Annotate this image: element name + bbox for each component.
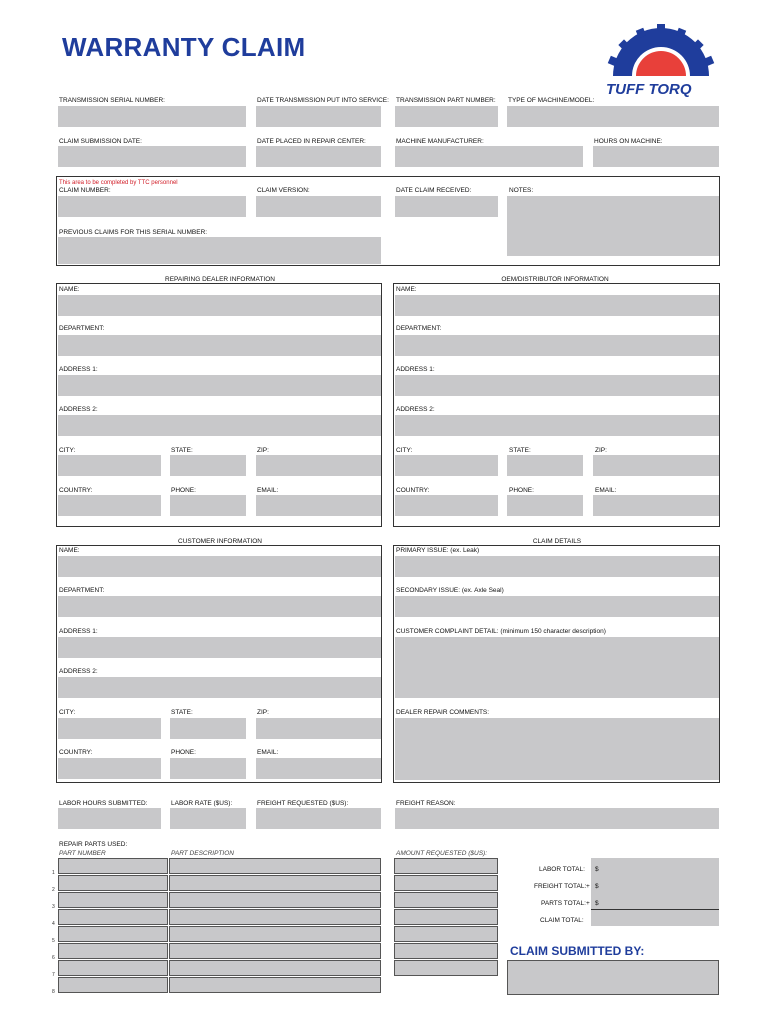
claim-number-label: CLAIM NUMBER:: [59, 187, 111, 194]
labor-total-label: LABOR TOTAL:: [539, 866, 585, 873]
date-received-label: DATE CLAIM RECEIVED:: [396, 187, 472, 194]
customer-heading: CUSTOMER INFORMATION: [178, 538, 262, 545]
row-number: 2: [52, 887, 55, 893]
row-number: 5: [52, 938, 55, 944]
notes-label: NOTES:: [509, 187, 534, 194]
oem-address2-field[interactable]: [395, 415, 719, 436]
customer-city-label: CITY:: [59, 709, 76, 716]
dealer-country-label: COUNTRY:: [59, 487, 93, 494]
date-in-service-field[interactable]: [256, 106, 381, 127]
primary-issue-field[interactable]: [395, 556, 719, 577]
dealer-state-label: STATE:: [171, 447, 193, 454]
tuff-torq-logo: [602, 24, 720, 98]
labor-rate-field[interactable]: [170, 808, 246, 829]
part-description-cell[interactable]: [169, 892, 381, 908]
customer-department-label: DEPARTMENT:: [59, 587, 105, 594]
hours-field[interactable]: [593, 146, 719, 167]
row-number: 8: [52, 989, 55, 995]
part-description-cell[interactable]: [169, 960, 381, 976]
oem-department-label: DEPARTMENT:: [396, 325, 442, 332]
customer-department-field[interactable]: [58, 596, 381, 617]
amount-cell[interactable]: [394, 892, 498, 908]
oem-address1-field[interactable]: [395, 375, 719, 396]
oem-zip-label: ZIP:: [595, 447, 607, 454]
part-number-column-header: PART NUMBER: [59, 850, 106, 857]
submission-date-label: CLAIM SUBMISSION DATE:: [59, 138, 142, 145]
complaint-label: CUSTOMER COMPLAINT DETAIL: (minimum 150 character description): [396, 628, 606, 635]
amount-cell[interactable]: [394, 858, 498, 874]
repair-center-date-label: DATE PLACED IN REPAIR CENTER:: [257, 138, 366, 145]
labor-hours-label: LABOR HOURS SUBMITTED:: [59, 800, 148, 807]
previous-claims-label: PREVIOUS CLAIMS FOR THIS SERIAL NUMBER:: [59, 229, 208, 236]
amount-cell[interactable]: [394, 875, 498, 891]
oem-name-field[interactable]: [395, 295, 719, 316]
complaint-field[interactable]: [395, 637, 719, 698]
parts-total-label: PARTS TOTAL:: [541, 900, 586, 907]
customer-name-field[interactable]: [58, 556, 381, 577]
oem-email-field[interactable]: [593, 495, 719, 516]
secondary-issue-field[interactable]: [395, 596, 719, 617]
customer-phone-field[interactable]: [170, 758, 246, 779]
part-number-cell[interactable]: [58, 909, 168, 925]
amount-cell[interactable]: [394, 909, 498, 925]
dealer-city-field[interactable]: [58, 455, 161, 476]
freight-total-plus: +: [586, 883, 590, 890]
part-number-cell[interactable]: [58, 926, 168, 942]
customer-address1-label: ADDRESS 1:: [59, 628, 98, 635]
dealer-email-label: EMAIL:: [257, 487, 279, 494]
oem-email-label: EMAIL:: [595, 487, 617, 494]
oem-zip-field[interactable]: [593, 455, 719, 476]
part-number-cell[interactable]: [58, 875, 168, 891]
claim-version-field[interactable]: [256, 196, 381, 217]
oem-department-field[interactable]: [395, 335, 719, 356]
date-received-field[interactable]: [395, 196, 498, 217]
customer-box: [56, 545, 382, 783]
amount-cell[interactable]: [394, 943, 498, 959]
previous-claims-field[interactable]: [58, 237, 381, 264]
dealer-country-field[interactable]: [58, 495, 161, 516]
labor-total-dollar: $: [595, 866, 599, 873]
dealer-department-field[interactable]: [58, 335, 381, 356]
dealer-heading: REPAIRING DEALER INFORMATION: [165, 276, 275, 283]
dealer-phone-label: PHONE:: [171, 487, 196, 494]
oem-state-field[interactable]: [507, 455, 583, 476]
part-description-cell[interactable]: [169, 943, 381, 959]
submission-date-field[interactable]: [58, 146, 246, 167]
customer-country-field[interactable]: [58, 758, 161, 779]
repair-parts-heading: REPAIR PARTS USED:: [59, 841, 128, 848]
oem-phone-field[interactable]: [507, 495, 583, 516]
dealer-department-label: DEPARTMENT:: [59, 325, 105, 332]
row-number: 3: [52, 904, 55, 910]
part-description-cell[interactable]: [169, 909, 381, 925]
freight-requested-label: FREIGHT REQUESTED ($US):: [257, 800, 349, 807]
customer-city-field[interactable]: [58, 718, 161, 739]
freight-total-dollar: $: [595, 883, 599, 890]
serial-number-field[interactable]: [58, 106, 246, 127]
labor-hours-field[interactable]: [58, 808, 161, 829]
customer-name-label: NAME:: [59, 547, 80, 554]
customer-address2-label: ADDRESS 2:: [59, 668, 98, 675]
claim-number-field[interactable]: [58, 196, 246, 217]
customer-zip-field[interactable]: [256, 718, 381, 739]
part-number-cell[interactable]: [58, 977, 168, 993]
amount-column-header: AMOUNT REQUESTED ($US):: [396, 850, 488, 857]
amount-cell[interactable]: [394, 926, 498, 942]
claim-version-label: CLAIM VERSION:: [257, 187, 310, 194]
parts-total-plus: +: [586, 900, 590, 907]
machine-type-field[interactable]: [507, 106, 719, 127]
primary-issue-label: PRIMARY ISSUE: (ex. Leak): [396, 547, 480, 554]
row-number: 7: [52, 972, 55, 978]
labor-rate-label: LABOR RATE ($US):: [171, 800, 233, 807]
manufacturer-label: MACHINE MANUFACTURER:: [396, 138, 484, 145]
dealer-name-label: NAME:: [59, 286, 80, 293]
manufacturer-field[interactable]: [395, 146, 583, 167]
part-description-column-header: PART DESCRIPTION: [171, 850, 234, 857]
dealer-email-field[interactable]: [256, 495, 381, 516]
customer-state-field[interactable]: [170, 718, 246, 739]
oem-country-field[interactable]: [395, 495, 498, 516]
date-in-service-label: DATE TRANSMISSION PUT INTO SERVICE:: [257, 97, 389, 104]
notes-field[interactable]: [507, 196, 719, 256]
freight-requested-field[interactable]: [256, 808, 381, 829]
dealer-zip-label: ZIP:: [257, 447, 269, 454]
claim-submitted-by-field[interactable]: [507, 960, 719, 995]
secondary-issue-label: SECONDARY ISSUE: (ex. Axle Seal): [396, 587, 504, 594]
part-number-cell[interactable]: [58, 960, 168, 976]
svg-text:TUFF TORQ: TUFF TORQ: [606, 81, 692, 98]
parts-total-dollar: $: [595, 900, 599, 907]
dealer-box: [56, 283, 382, 527]
dealer-comments-field[interactable]: [395, 718, 719, 780]
row-number: 4: [52, 921, 55, 927]
oem-address1-label: ADDRESS 1:: [396, 366, 435, 373]
customer-email-label: EMAIL:: [257, 749, 279, 756]
oem-city-field[interactable]: [395, 455, 498, 476]
row-number: 1: [52, 870, 55, 876]
amount-cell[interactable]: [394, 960, 498, 976]
dealer-address2-label: ADDRESS 2:: [59, 406, 98, 413]
row-number: 6: [52, 955, 55, 961]
page-title: WARRANTY CLAIM: [62, 32, 306, 62]
part-description-cell[interactable]: [169, 977, 381, 993]
oem-heading: OEM/DISTRIBUTOR INFORMATION: [501, 276, 609, 283]
hours-label: HOURS ON MACHINE:: [594, 138, 663, 145]
dealer-zip-field[interactable]: [256, 455, 381, 476]
oem-country-label: COUNTRY:: [396, 487, 430, 494]
part-description-cell[interactable]: [169, 875, 381, 891]
customer-state-label: STATE:: [171, 709, 193, 716]
dealer-comments-label: DEALER REPAIR COMMENTS:: [396, 709, 490, 716]
customer-zip-label: ZIP:: [257, 709, 269, 716]
oem-phone-label: PHONE:: [509, 487, 534, 494]
customer-phone-label: PHONE:: [171, 749, 196, 756]
part-number-cell[interactable]: [58, 858, 168, 874]
ttc-note: This area to be completed by TTC personnel: [59, 180, 178, 186]
part-number-field[interactable]: [395, 106, 498, 127]
machine-type-label: TYPE OF MACHINE/MODEL:: [508, 97, 595, 104]
part-description-cell[interactable]: [169, 926, 381, 942]
dealer-city-label: CITY:: [59, 447, 76, 454]
serial-number-label: TRANSMISSION SERIAL NUMBER:: [59, 97, 165, 104]
oem-address2-label: ADDRESS 2:: [396, 406, 435, 413]
totals-divider: [591, 909, 719, 910]
oem-box: [393, 283, 720, 527]
customer-email-field[interactable]: [256, 758, 381, 779]
dealer-address1-field[interactable]: [58, 375, 381, 396]
oem-state-label: STATE:: [509, 447, 531, 454]
oem-name-label: NAME:: [396, 286, 417, 293]
dealer-address1-label: ADDRESS 1:: [59, 366, 98, 373]
oem-city-label: CITY:: [396, 447, 413, 454]
part-number-cell[interactable]: [58, 943, 168, 959]
part-number-cell[interactable]: [58, 892, 168, 908]
totals-field[interactable]: [591, 858, 719, 926]
customer-address2-field[interactable]: [58, 677, 381, 698]
customer-country-label: COUNTRY:: [59, 749, 93, 756]
freight-reason-field[interactable]: [395, 808, 719, 829]
claim-total-label: CLAIM TOTAL:: [540, 917, 584, 924]
part-number-label: TRANSMISSION PART NUMBER:: [396, 97, 496, 104]
dealer-state-field[interactable]: [170, 455, 246, 476]
dealer-phone-field[interactable]: [170, 495, 246, 516]
claim-details-heading: CLAIM DETAILS: [532, 538, 582, 545]
freight-reason-label: FREIGHT REASON:: [396, 800, 456, 807]
customer-address1-field[interactable]: [58, 637, 381, 658]
part-description-cell[interactable]: [169, 858, 381, 874]
dealer-name-field[interactable]: [58, 295, 381, 316]
claim-submitted-by-label: CLAIM SUBMITTED BY:: [510, 944, 645, 958]
dealer-address2-field[interactable]: [58, 415, 381, 436]
freight-total-label: FREIGHT TOTAL:: [534, 883, 587, 890]
repair-center-date-field[interactable]: [256, 146, 381, 167]
